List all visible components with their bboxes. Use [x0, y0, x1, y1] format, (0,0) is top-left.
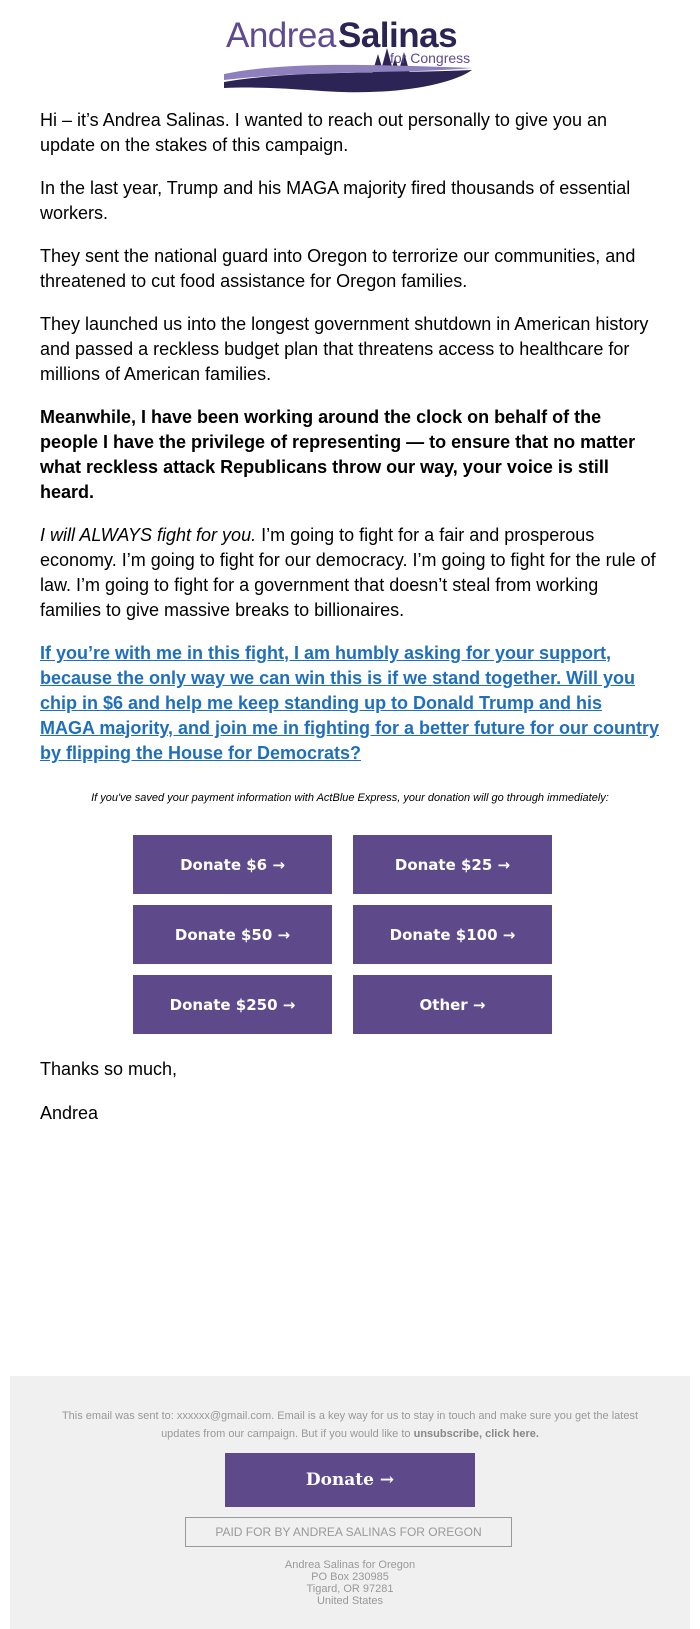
unsubscribe-link[interactable]: unsubscribe, click here.: [413, 1428, 539, 1440]
donate-other-button[interactable]: Other →: [353, 975, 552, 1034]
fight-rest-text: I’m going to fight for a fair and prosperous economy. I’m going to fight for our democracy. I’m going to fight for the rule of law. I’m going to fight for a government that doesn’t steal from working families to give massive breaks to billionaires.: [40, 525, 656, 620]
donate-25-button[interactable]: Donate $25 →: [353, 835, 552, 894]
address-line: Tigard, OR 97281: [306, 1583, 394, 1595]
footer-sent-to-text: This email was sent to: xxxxxx@gmail.com. Email is a key way for us to stay in touch and make sure you get the latest updates from our campaign. But if you would like to: [61, 1410, 639, 1440]
paragraph-working-bold: Meanwhile, I have been working around the clock on behalf of the people I have the privilege of representing — to ensure that no matter what reckless attack Republicans throw our way, your voice is still heard.: [40, 407, 636, 502]
fight-italic-text: I will ALWAYS fight for you.: [40, 525, 257, 545]
paragraph-shutdown: They launched us into the longest government shutdown in American history and passed a reckless budget plan that threatens access to healthcare for millions of American families.: [40, 314, 649, 384]
signature: Andrea: [40, 1103, 99, 1123]
donate-50-button[interactable]: Donate $50 →: [133, 905, 332, 964]
closing-thanks: Thanks so much,: [40, 1059, 178, 1079]
email-body: [40, 108, 660, 766]
donate-250-button[interactable]: Donate $250 →: [133, 975, 332, 1034]
paid-for-disclaimer: PAID FOR BY ANDREA SALINAS FOR OREGON: [185, 1517, 512, 1547]
mailing-address: [10, 1559, 690, 1607]
donation-ask-link[interactable]: If you’re with me in this fight, I am humbly asking for your support, because the only way we can win this is if we stand together. Will you chip in $6 and help me keep standing up to Donald Trump and his MAGA majority, and join me in fighting for a better future for our country by flipping the House for Democrats?: [40, 643, 660, 763]
logo-first-name: Andrea: [226, 16, 336, 55]
email-footer: [10, 1376, 690, 1629]
actblue-express-note: If you've saved your payment information with ActBlue Express, your donation will go through immediately:: [91, 792, 609, 804]
paragraph-intro: Hi – it’s Andrea Salinas. I wanted to reach out personally to give you an update on the stakes of this campaign.: [40, 110, 608, 155]
address-line: PO Box 230985: [311, 1571, 389, 1583]
paragraph-national-guard: They sent the national guard into Oregon to terrorize our communities, and threatened to cut food assistance for Oregon families.: [40, 246, 636, 291]
donate-100-button[interactable]: Donate $100 →: [353, 905, 552, 964]
footer-donate-button[interactable]: Donate →: [225, 1453, 475, 1507]
footer-legal-text: [60, 1407, 640, 1443]
address-line: United States: [316, 1595, 384, 1607]
donate-6-button[interactable]: Donate $6 →: [133, 835, 332, 894]
logo-tagline: for Congress: [390, 50, 471, 66]
campaign-logo: [222, 14, 480, 96]
paragraph-fight: [40, 523, 660, 623]
logo-last-name: Salinas: [338, 16, 458, 55]
paragraph-workers: In the last year, Trump and his MAGA majority fired thousands of essential workers.: [40, 178, 631, 223]
address-line: Andrea Salinas for Oregon: [284, 1559, 416, 1571]
